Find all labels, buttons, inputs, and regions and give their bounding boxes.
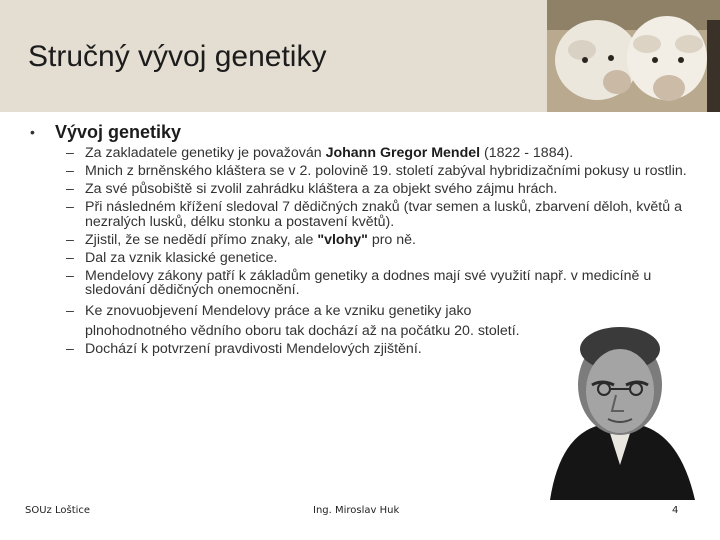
list-item: – Ke znovuobjevení Mendelovy práce a ke vzniku genetiky jako plnohodnotného vědního oboru tak dochází až na počátku 20. století. bbox=[66, 303, 520, 339]
footer-school: SOUz Loštice bbox=[25, 505, 91, 516]
list-item: – Dochází k potvrzení pravdivosti Mendelových zjištění. bbox=[66, 341, 422, 357]
list-item: – Mendelovy zákony patří k základům genetiky a dodnes mají své využití např. v medicíně u sledování dědičných onemocnění. bbox=[66, 267, 652, 298]
bullet-heading: Vývoj genetiky bbox=[55, 122, 182, 142]
footer-author: Ing. Miroslav Huk bbox=[313, 505, 400, 516]
list-item: – Při následném křížení sledoval 7 dědičných znaků (tvar semen a lusků, zbarvení děloh, květů a nezralých lusků, délku stonku a postavení květů). bbox=[66, 199, 682, 230]
list-item: – Zjistil, že se nedědí přímo znaky, ale "vlohy" pro ně. bbox=[66, 231, 416, 248]
cows-photo bbox=[547, 0, 720, 112]
slide-title: Stručný vývoj genetiky bbox=[28, 40, 327, 73]
list-item: – Dal za vznik klasické genetice. bbox=[66, 249, 278, 266]
page-number: 4 bbox=[672, 505, 679, 516]
list-item: – Za své působiště si zvolil zahrádku kláštera a za objekt svého zájmu hrách. bbox=[66, 181, 558, 197]
list-item: – Za zakladatele genetiky je považován Johann Gregor Mendel (1822 - 1884). bbox=[66, 145, 574, 161]
list-item: – Mnich z brněnského kláštera se v 2. polovině 19. století zabýval hybridizačními pokusy u rostlin. bbox=[66, 163, 687, 179]
mendel-portrait-photo bbox=[540, 315, 700, 500]
bullet-dot-icon: • bbox=[30, 124, 35, 140]
